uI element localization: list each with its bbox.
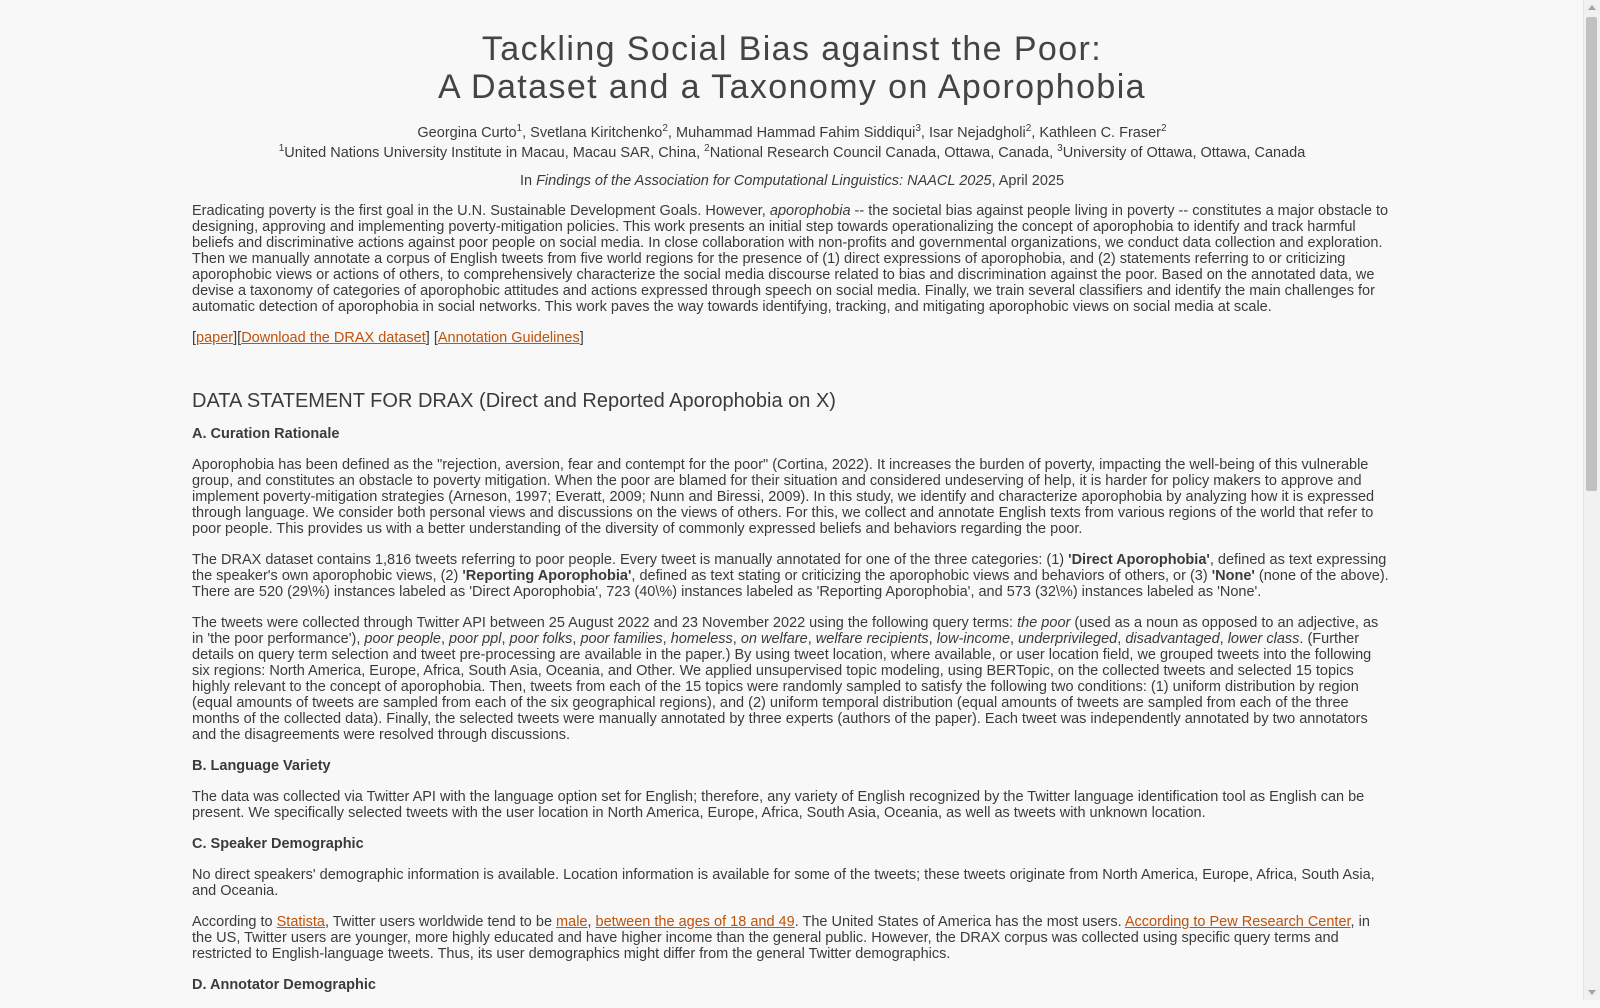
affiliation: $^3$University of Ottawa, Ottawa, Canada <box>1057 143 1306 161</box>
author: Svetlana Kiritchenko$^2$, <box>530 123 676 141</box>
affiliation: $^2$National Research Council Canada, Ottawa, Canada, <box>704 143 1058 161</box>
pew-research-link[interactable]: According to Pew Research Center <box>1124 914 1351 930</box>
vertical-scrollbar[interactable] <box>1583 0 1600 1000</box>
curation-paragraph-1: Aporophobia has been defined as the "rejection, aversion, fear and contempt for the poor" (Cortina, 2022). It increases the burden of poverty, impacting the well-being of this vulnerable group, and constitutes an obstacle to poverty mitigation. When the poor are blamed for their situation and considered undeserving of help, it is harder for policy makers to approve and implement poverty-mitigation strategies (Arneson, 1997; Everatt, 2009; Nunn and Biressi, 2009). In this study, we identify and characterize aporophobia by analyzing how it is expressed through language. We consider both personal views and discussions on the views of others. For this, we collect and annotate English texts from various regions of the world that refer to poor people. This provides us with a better understanding of the diversity of commonly expressed beliefs and behaviors regarding the poor. <box>192 457 1375 537</box>
speaker-demographic-paragraph-1: No direct speakers' demographic information is available. Location information is available for some of the tweets; these tweets originate from North America, Europe, Africa, South Asia, and Oceania. <box>192 867 1375 899</box>
statista-link[interactable]: Statista <box>276 914 325 930</box>
speaker-demographic-heading: C. Speaker Demographic <box>192 836 364 852</box>
author: Georgina Curto$^1$, <box>417 123 531 141</box>
title-line-1: Tackling Social Bias against the Poor: <box>481 30 1103 68</box>
venue-line: In Findings of the Association for Computational Linguistics: NAACL 2025, April 2025 <box>519 173 1065 189</box>
author: Kathleen C. Fraser$^2$ <box>1039 123 1167 141</box>
resource-links: [paper][Download the DRAX dataset] [Annotation Guidelines] <box>192 330 584 346</box>
scroll-up-arrow-icon[interactable] <box>1588 5 1596 10</box>
curation-paragraph-3: The tweets were collected through Twitter API between 25 August 2022 and 23 November 2022 using the following query terms: the poor (used as a noun as opposed to an adjective, as in 'the poor performance'), poor people, poor ppl, poor folks, poor families, homeless, on welfare, welfare recipients, low-income, underprivileged, disadvantaged, lower class. (Further details on query term selection and tweet pre-processing are available in the paper.) By using tweet location, where available, or user location field, we grouped tweets into the following six regions: North America, Europe, Africa, South Asia, Oceania, and Other. We applied unsupervised topic modeling, using BERTopic, on the collected tweets and selected 15 topics highly relevant to the concept of aporophobia. Then, tweets from each of the 15 topics were randomly sampled to satisfy the following two conditions: (1) uniform distribution by region (equal amounts of tweets are sampled from each of the six geographical regions), and (2) uniform temporal distribution (equal amounts of tweets are sampled from each of the three months of the collected data). Finally, the selected tweets were manually annotated by three experts (authors of the paper). Each tweet was independently annotated by two annotators and the disagreements were resolved through discussions. <box>192 615 1379 743</box>
curation-paragraph-2: The DRAX dataset contains 1,816 tweets referring to poor people. Every tweet is manually annotated for one of the three categories: (1) 'Direct Aporophobia', defined as text expressing the speaker's own aporophobic views, (2) 'Reporting Aporophobia', defined as text stating or criticizing the aporophobic views and behaviors of others, or (3) 'None' (none of the above). There are 520 (29\%) instances labeled as 'Direct Aporophobia', 723 (40\%) instances labeled as 'Reporting Aporophobia', and 573 (32\%) instances labeled as 'None'. <box>192 552 1389 600</box>
author-list <box>192 123 1392 143</box>
annotation-guidelines-link[interactable]: Annotation Guidelines <box>437 330 580 346</box>
author: Isar Nejadgholi$^2$, <box>928 123 1040 141</box>
language-variety-paragraph: The data was collected via Twitter API with the language option set for English; therefore, any variety of English recognized by the Twitter language identification tool as English can be present. We specifically selected tweets with the user location in North America, Europe, Africa, South Asia, Oceania, as well as tweets with unknown location. <box>192 789 1365 821</box>
ages-link[interactable]: between the ages of 18 and 49 <box>595 914 795 930</box>
abstract: Eradicating poverty is the first goal in the U.N. Sustainable Development Goals. However, aporophobia -- the societal bias against people living in poverty -- constitutes a major obstacle to designing, approving and implementing poverty-mitigation policies. This work presents an initial step towards operationalizing the concept of aporophobia to identify and track harmful beliefs and discriminative actions against poor people on social media. In close collaboration with non-profits and governmental organizations, we conduct data collection and exploration. Then we manually annotate a corpus of English tweets from five world regions for the presence of (1) direct expressions of aporophobia, and (2) statements referring to or criticizing aporophobic views or actions of others, to comprehensively characterize the social media discourse related to bias and discrimination against the poor. Based on the annotated data, we devise a taxonomy of categories of aporophobic attitudes and actions expressed through speech on social media. Finally, we train several classifiers and identify the main challenges for automatic detection of aporophobia in social networks. This work paves the way towards identifying, tracking, and mitigating aporophobic views on social media at scale. <box>192 203 1389 315</box>
scroll-down-arrow-icon[interactable] <box>1588 990 1596 995</box>
affiliation-list <box>192 143 1392 163</box>
annotator-demographic-heading: D. Annotator Demographic <box>192 977 376 993</box>
affiliation: $^1$United Nations University Institute in Macau, Macau SAR, China, <box>278 143 705 161</box>
male-link[interactable]: male <box>556 914 588 930</box>
title-line-2: A Dataset and a Taxonomy on Aporophobia <box>437 68 1146 106</box>
paper-link[interactable]: paper <box>196 330 234 346</box>
page-content <box>192 0 1392 1008</box>
language-variety-heading: B. Language Variety <box>192 758 331 774</box>
page-title <box>192 30 1392 106</box>
venue-name: Findings of the Association for Computational Linguistics: NAACL 2025 <box>536 173 992 189</box>
data-statement-heading: DATA STATEMENT FOR DRAX (Direct and Reported Aporophobia on X) <box>192 390 836 412</box>
speaker-demographic-paragraph-2: According to Statista, Twitter users worldwide tend to be male, between the ages of 18 and 49. The United States of America has the most users. According to Pew Research Center, in the US, Twitter users are younger, more highly educated and have higher income than the general public. However, the DRAX corpus was collected using specific query terms and restricted to English-language tweets. Thus, its user demographics might differ from the general Twitter demographics. <box>192 914 1370 962</box>
curation-rationale-heading: A. Curation Rationale <box>192 426 340 442</box>
download-dataset-link[interactable]: Download the DRAX dataset <box>241 330 426 346</box>
author-block <box>192 123 1392 163</box>
scrollbar-thumb[interactable] <box>1586 17 1597 491</box>
author: Muhammad Hammad Fahim Siddiqui$^3$, <box>675 123 929 141</box>
